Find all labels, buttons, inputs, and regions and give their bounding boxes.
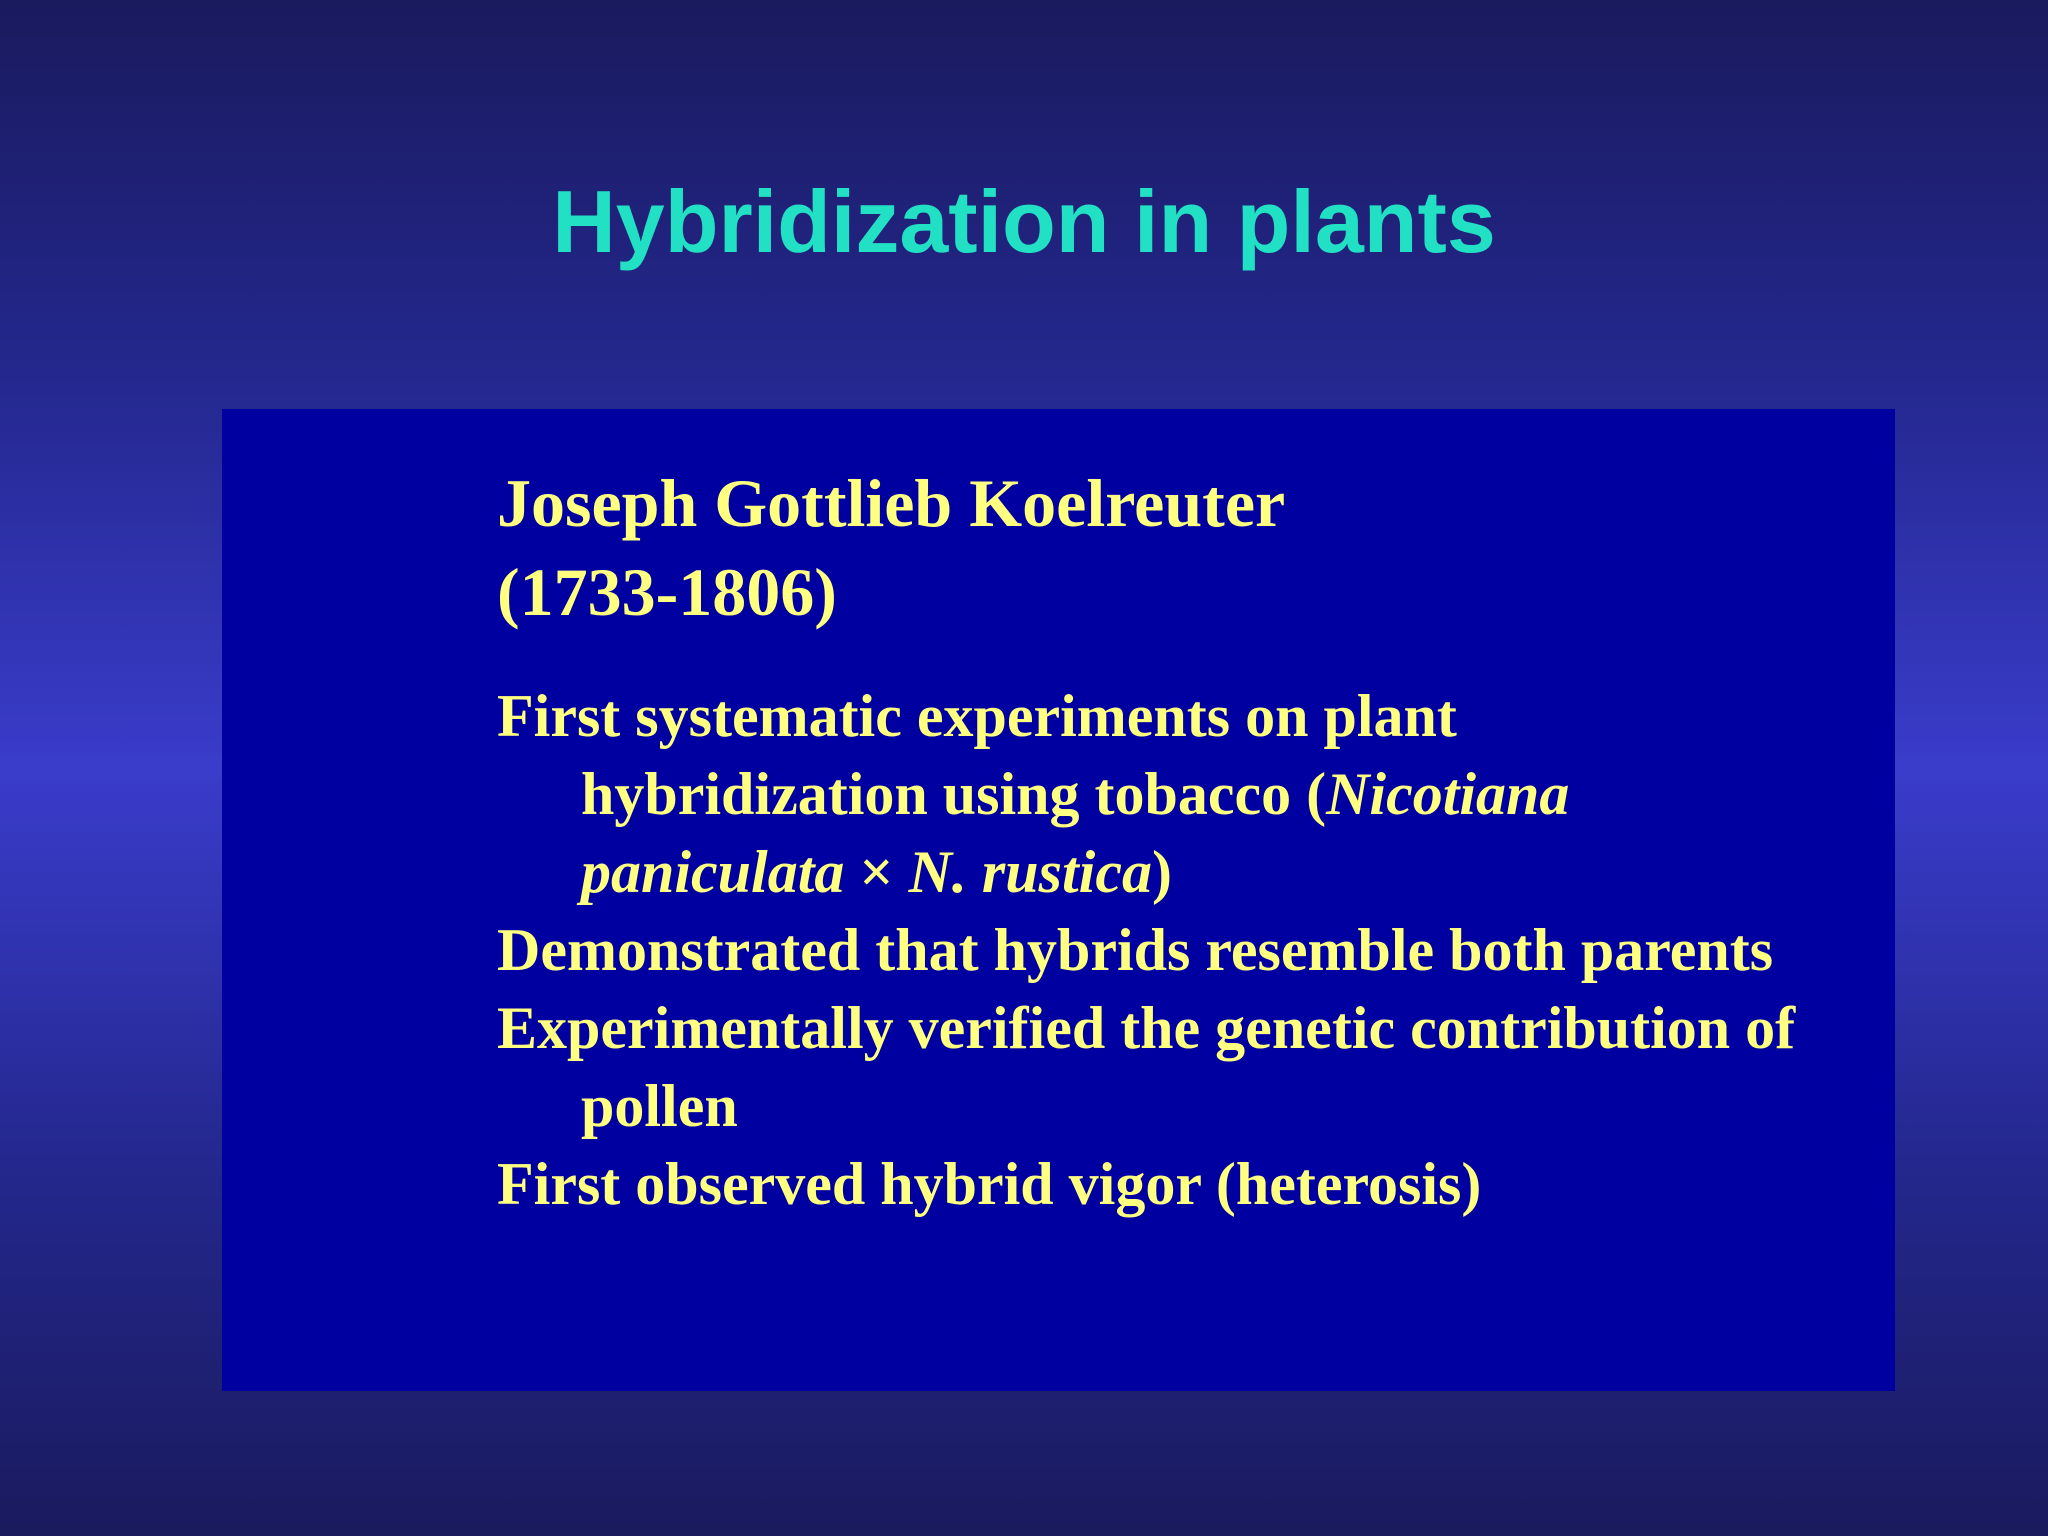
bullet-item: Experimentally verified the genetic contribution of pollen — [497, 995, 1796, 1139]
content-box — [222, 409, 1895, 1391]
bullet-list — [497, 677, 1797, 1223]
person-dates: (1733-1806) — [497, 554, 837, 630]
species-name: Nicotiana paniculata — [581, 761, 1570, 905]
cross-symbol: × — [844, 839, 909, 905]
bullet-item — [497, 677, 1797, 911]
species-name: N. rustica — [908, 839, 1152, 905]
person-name: Joseph Gottlieb Koelreuter — [497, 465, 1286, 541]
bullet-item: First observed hybrid vigor (heterosis) — [497, 1151, 1482, 1217]
bullet-text: First systematic experiments on plant hybridization using tobacco ( — [497, 683, 1457, 827]
bullet-text: ) — [1151, 839, 1172, 905]
text-block — [497, 459, 1797, 1223]
slide-title: Hybridization in plants — [552, 172, 1496, 271]
bullet-item: Demonstrated that hybrids resemble both parents — [497, 917, 1774, 983]
person-header — [497, 459, 1797, 637]
